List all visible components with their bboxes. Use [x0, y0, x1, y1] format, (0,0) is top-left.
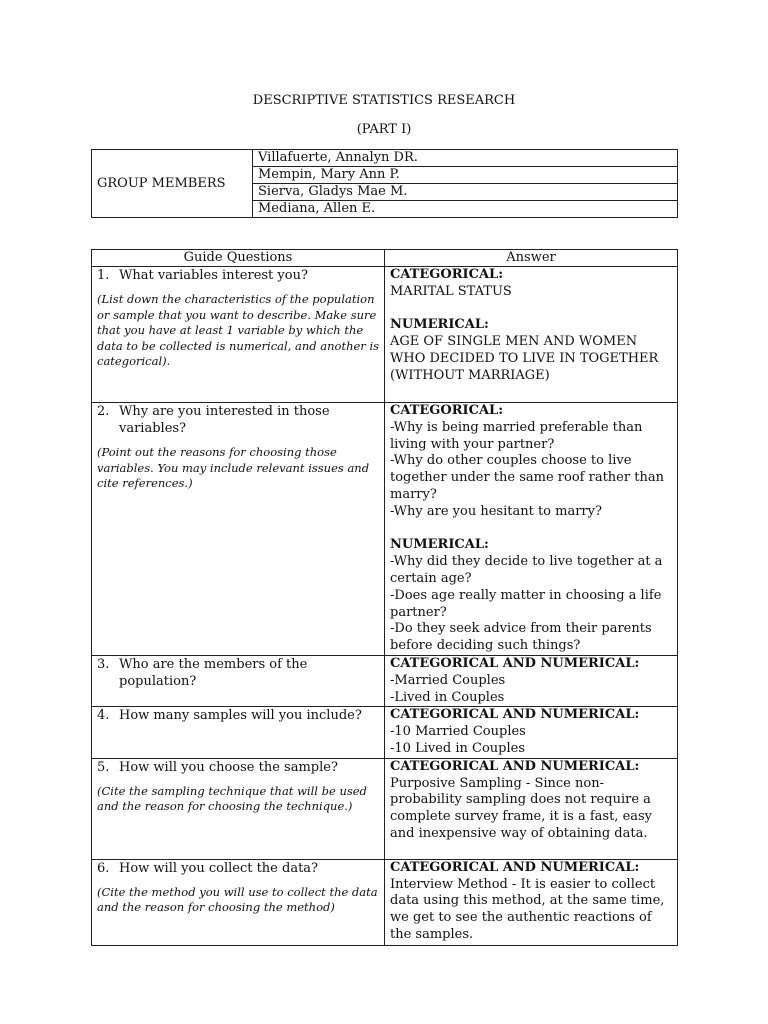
qa-row — [92, 758, 678, 859]
question-number: 5. — [97, 759, 110, 775]
qa-row — [92, 707, 678, 758]
questions-header: Guide Questions — [92, 250, 385, 267]
question-hint: (Cite the sampling technique that will be used and the reason for choosing the technique.) — [97, 783, 367, 814]
qa-row — [92, 656, 678, 707]
answer-cell — [385, 707, 678, 758]
question-hint: (List down the characteristics of the population or sample that you want to describe. Make sure that you have at least 1 variable by which the data to be collected is numerical, and another is categorical). — [97, 292, 380, 368]
answer-cell — [385, 656, 678, 707]
answer-heading: NUMERICAL: — [390, 317, 489, 333]
answer-heading: CATEGORICAL AND NUMERICAL: — [390, 656, 640, 671]
answer-body: -10 Married Couples -10 Lived in Couples — [390, 724, 526, 756]
question-number: 1. — [97, 268, 110, 283]
answer-body: -Why is being married preferable than living with your partner? -Why do other couples choose to live together under the same roof rather than marry? -Why are you hesitant to marry? — [390, 419, 664, 519]
answer-heading: CATEGORICAL AND NUMERICAL: — [390, 859, 640, 875]
answer-cell — [385, 859, 678, 945]
answer-body: AGE OF SINGLE MEN AND WOMEN WHO DECIDED TO LIVE IN TOGETHER (WITHOUT MARRIAGE) — [390, 334, 659, 383]
answer-body: Purposive Sampling - Since non-probability sampling does not require a complete survey frame, it is a fast, easy and inexpensive way of obtaining data. — [390, 775, 653, 841]
guide-questions-table — [91, 249, 678, 946]
member-name: Sierva, Gladys Mae M. — [253, 184, 678, 201]
question-hint: (Cite the method you will use to collect the data and the reason for choosing the method) — [97, 884, 378, 915]
question-number: 6. — [97, 860, 110, 876]
question-number: 2. — [97, 404, 110, 419]
question-number: 4. — [97, 708, 110, 724]
answer-body: -Married Couples -Lived in Couples — [390, 672, 506, 705]
question-text: How many samples will you include? — [119, 708, 362, 724]
group-members-label: GROUP MEMBERS — [92, 150, 253, 218]
answer-heading: CATEGORICAL AND NUMERICAL: — [390, 707, 640, 723]
question-text: How will you choose the sample? — [119, 759, 338, 775]
answer-cell — [385, 403, 678, 656]
question-text: Who are the members of the population? — [119, 657, 308, 689]
question-text: Why are you interested in those variables? — [119, 404, 330, 436]
question-cell — [92, 656, 385, 707]
question-text: How will you collect the data? — [119, 860, 319, 876]
document-title: DESCRIPTIVE STATISTICS RESEARCH — [252, 93, 516, 108]
question-cell — [92, 758, 385, 859]
member-name: Villafuerte, Annalyn DR. — [253, 150, 678, 167]
answer-body: Interview Method - It is easier to collect data using this method, at the same time, we get to see the authentic reactions of the samples. — [390, 876, 665, 942]
answer-heading: CATEGORICAL: — [390, 403, 503, 418]
qa-row — [92, 403, 678, 656]
answer-heading: NUMERICAL: — [390, 537, 489, 553]
document-subtitle: (PART I) — [356, 122, 412, 137]
answer-header: Answer — [385, 250, 678, 267]
member-name: Mediana, Allen E. — [253, 201, 678, 218]
question-cell — [92, 267, 385, 403]
answer-cell — [385, 758, 678, 859]
member-name: Mempin, Mary Ann P. — [253, 167, 678, 184]
answer-cell — [385, 267, 678, 403]
question-number: 3. — [97, 657, 110, 672]
qa-row — [92, 859, 678, 945]
answer-body: MARITAL STATUS — [390, 283, 512, 299]
answer-heading: CATEGORICAL AND NUMERICAL: — [390, 758, 640, 774]
qa-row — [92, 267, 678, 403]
answer-heading: CATEGORICAL: — [390, 267, 503, 282]
answer-body: -Why did they decide to live together at a certain age? -Does age really matter in choosing a life partner? -Do they seek advice from their parents before deciding such things? — [390, 554, 663, 654]
question-hint: (Point out the reasons for choosing those variables. You may include relevant issues and cite references.) — [97, 445, 370, 490]
question-text: What variables interest you? — [119, 268, 308, 283]
question-cell — [92, 707, 385, 758]
question-cell — [92, 859, 385, 945]
group-members-table — [91, 149, 678, 218]
question-cell — [92, 403, 385, 656]
